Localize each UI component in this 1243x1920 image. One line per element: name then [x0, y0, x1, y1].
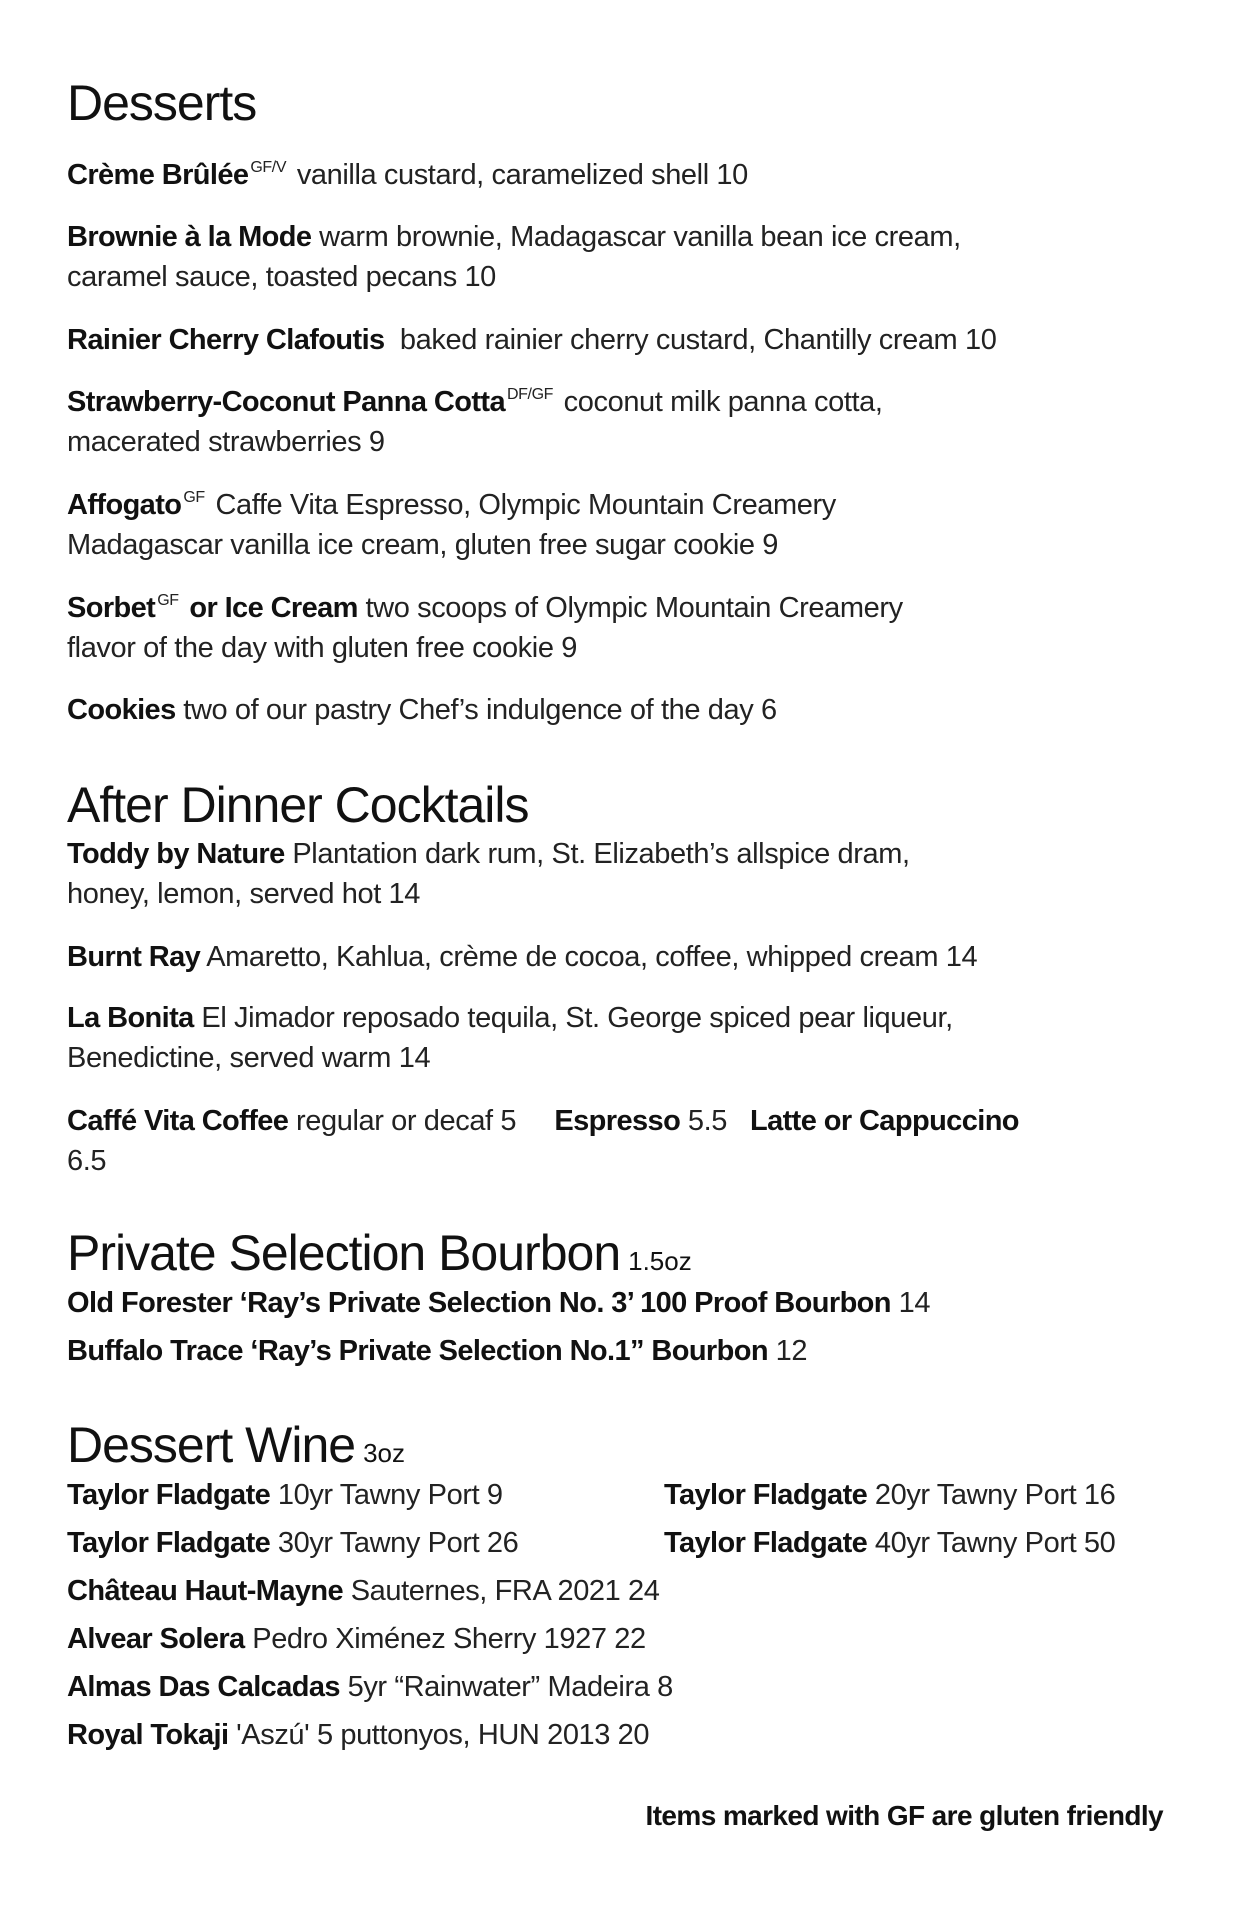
latte-name: Latte or Cappuccino — [749, 1105, 1019, 1137]
wine-row — [67, 1475, 1187, 1515]
item-description-cont: Benedictine, served warm 14 — [67, 1042, 431, 1074]
item-description: two of our pastry Chef’s indulgence of the day 6 — [183, 694, 777, 726]
menu-item — [67, 1331, 807, 1371]
item-description-cont: macerated strawberries 9 — [67, 426, 385, 458]
item-description-cont: caramel sauce, toasted pecans 10 — [67, 261, 496, 293]
item-description: 10yr Tawny Port 9 — [277, 1479, 503, 1511]
menu-item — [67, 217, 961, 297]
item-description: vanilla custard, caramelized shell 10 — [296, 159, 748, 191]
bourbon-title: Private Selection Bourbon — [67, 1225, 621, 1281]
dietary-tag: GF — [183, 489, 205, 506]
coffee-description: regular or decaf 5 — [296, 1105, 517, 1137]
wine-right-item — [664, 1475, 1115, 1515]
item-description-cont: honey, lemon, served hot 14 — [67, 878, 421, 910]
item-description: Caffe Vita Espresso, Olympic Mountain Creamery — [215, 489, 836, 521]
item-name: Buffalo Trace ‘Ray’s Private Selection No.1” Bourbon — [67, 1335, 768, 1367]
espresso-name: Espresso — [554, 1105, 681, 1137]
item-name-cont: or Ice Cream — [189, 592, 358, 624]
desserts-heading: Desserts — [67, 75, 257, 131]
dietary-tag: DF/GF — [507, 386, 553, 403]
menu-item — [67, 998, 953, 1078]
wine-heading — [67, 1417, 405, 1473]
item-name: Royal Tokaji — [67, 1719, 229, 1751]
item-name: Taylor Fladgate — [67, 1527, 271, 1559]
pour-size: 3oz — [363, 1438, 405, 1468]
wine-row — [67, 1619, 1187, 1659]
menu-item — [67, 690, 777, 730]
menu-item — [67, 320, 996, 360]
gluten-footnote: Items marked with GF are gluten friendly — [645, 1800, 1163, 1831]
menu-item — [67, 834, 910, 914]
item-description: Plantation dark rum, St. Elizabeth’s allspice dram, — [292, 838, 910, 870]
item-description: Amaretto, Kahlua, crème de cocoa, coffee, whipped cream 14 — [206, 941, 978, 973]
wine-row — [67, 1667, 1187, 1707]
item-name: Taylor Fladgate — [664, 1479, 868, 1511]
item-name: Old Forester ‘Ray’s Private Selection No. 3’ 100 Proof Bourbon — [67, 1287, 891, 1319]
item-name: Sorbet — [67, 592, 156, 624]
item-description: Sauternes, FRA 2021 24 — [350, 1575, 660, 1607]
latte-price: 6.5 — [67, 1145, 107, 1177]
item-description: 5yr “Rainwater” Madeira 8 — [347, 1671, 673, 1703]
item-name: Brownie à la Mode — [67, 221, 312, 253]
item-description: 20yr Tawny Port 16 — [874, 1479, 1116, 1511]
item-description-cont: Madagascar vanilla ice cream, gluten free sugar cookie 9 — [67, 529, 779, 561]
wine-row — [67, 1571, 1187, 1611]
pour-size: 1.5oz — [628, 1246, 692, 1276]
item-name: Burnt Ray — [67, 941, 201, 973]
menu-item — [67, 1283, 930, 1323]
item-name: Affogato — [67, 489, 182, 521]
item-description: El Jimador reposado tequila, St. George spiced pear liqueur, — [201, 1002, 953, 1034]
item-description: 'Aszú' 5 puttonyos, HUN 2013 20 — [236, 1719, 650, 1751]
item-description-cont: flavor of the day with gluten free cookie 9 — [67, 632, 577, 664]
item-description: baked rainier cherry custard, Chantilly cream 10 — [399, 324, 997, 356]
menu-item — [67, 588, 903, 668]
item-name: La Bonita — [67, 1002, 194, 1034]
wine-title: Dessert Wine — [67, 1417, 356, 1473]
menu-item — [67, 485, 836, 565]
item-description: 40yr Tawny Port 50 — [874, 1527, 1116, 1559]
item-name: Almas Das Calcadas — [67, 1671, 340, 1703]
cocktails-heading: After Dinner Cocktails — [67, 777, 529, 833]
item-description: coconut milk panna cotta, — [563, 386, 883, 418]
item-name: Toddy by Nature — [67, 838, 285, 870]
item-name: Strawberry-Coconut Panna Cotta — [67, 386, 505, 418]
item-name: Rainier Cherry Clafoutis — [67, 324, 385, 356]
menu-item — [67, 382, 883, 462]
espresso-price: 5.5 — [687, 1105, 727, 1137]
item-price: 12 — [775, 1335, 808, 1367]
item-name: Taylor Fladgate — [67, 1479, 271, 1511]
menu-item — [67, 155, 748, 195]
dietary-tag: GF — [157, 592, 179, 609]
bourbon-heading — [67, 1225, 692, 1281]
item-description: warm brownie, Madagascar vanilla bean ice cream, — [319, 221, 961, 253]
dietary-tag: GF/V — [250, 159, 287, 176]
item-price: 14 — [898, 1287, 931, 1319]
item-name: Taylor Fladgate — [664, 1527, 868, 1559]
menu-item — [67, 937, 977, 977]
coffee-item — [67, 1101, 1167, 1181]
item-description: 30yr Tawny Port 26 — [277, 1527, 519, 1559]
wine-right-item — [664, 1523, 1115, 1563]
item-name: Cookies — [67, 694, 176, 726]
item-name: Château Haut-Mayne — [67, 1575, 344, 1607]
item-description: two scoops of Olympic Mountain Creamery — [365, 592, 903, 624]
item-name: Alvear Solera — [67, 1623, 245, 1655]
item-name: Crème Brûlée — [67, 159, 249, 191]
wine-row — [67, 1523, 1187, 1563]
wine-row — [67, 1715, 1187, 1755]
item-description: Pedro Ximénez Sherry 1927 22 — [252, 1623, 646, 1655]
coffee-name: Caffé Vita Coffee — [67, 1105, 289, 1137]
